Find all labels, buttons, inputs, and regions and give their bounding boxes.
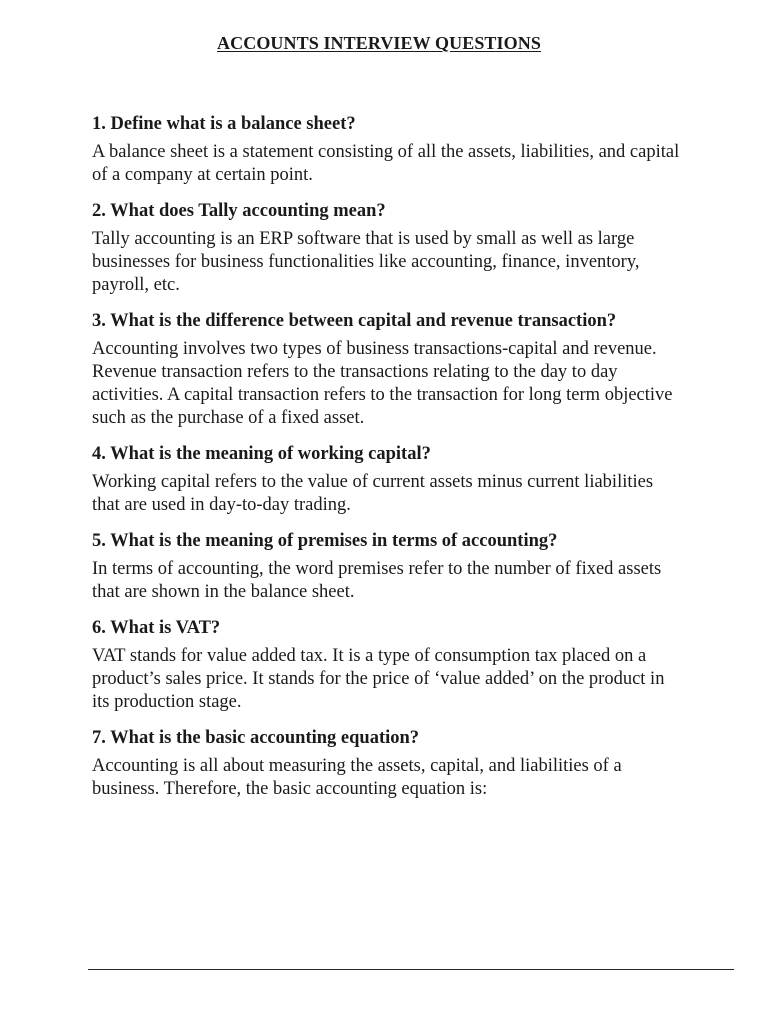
question-1: 1. Define what is a balance sheet? [92,114,356,134]
qa-item-6 [92,617,682,714]
question-7: 7. What is the basic accounting equation? [92,728,420,748]
qa-item-2 [92,200,682,297]
answer-5: In terms of accounting, the word premises refer to the number of fixed assets that are shown in the balance sheet. [92,559,662,602]
qa-list [92,113,682,814]
question-3: 3. What is the difference between capital and revenue transaction? [92,311,617,331]
question-2: 2. What does Tally accounting mean? [92,201,386,221]
answer-2: Tally accounting is an ERP software that is used by small as well as large businesses for business functionalities like accounting, finance, inventory, payroll, etc. [92,229,640,295]
document-title: ACCOUNTS INTERVIEW QUESTIONS [217,33,541,53]
answer-1: A balance sheet is a statement consisting of all the assets, liabilities, and capital of a company at certain point. [92,142,680,185]
qa-item-3 [92,310,682,430]
answer-3: Accounting involves two types of business transactions-capital and revenue. Revenue transaction refers to the transactions relating to the day to day activities. A capital transaction refers to the transaction for long term objective such as the purchase of a fixed asset. [92,339,673,428]
answer-4: Working capital refers to the value of current assets minus current liabilities that are used in day-to-day trading. [92,472,654,515]
answer-6: VAT stands for value added tax. It is a type of consumption tax placed on a product’s sales price. It stands for the price of ‘value added’ on the product in its production stage. [92,646,665,712]
question-4: 4. What is the meaning of working capital? [92,444,431,464]
qa-item-7 [92,727,682,801]
qa-item-1 [92,113,682,187]
question-6: 6. What is VAT? [92,618,221,638]
qa-item-5 [92,530,682,604]
answer-7: Accounting is all about measuring the assets, capital, and liabilities of a business. Therefore, the basic accounting equation is: [92,756,622,799]
question-5: 5. What is the meaning of premises in terms of accounting? [92,531,558,551]
qa-item-4 [92,443,682,517]
footer-divider [88,969,734,970]
